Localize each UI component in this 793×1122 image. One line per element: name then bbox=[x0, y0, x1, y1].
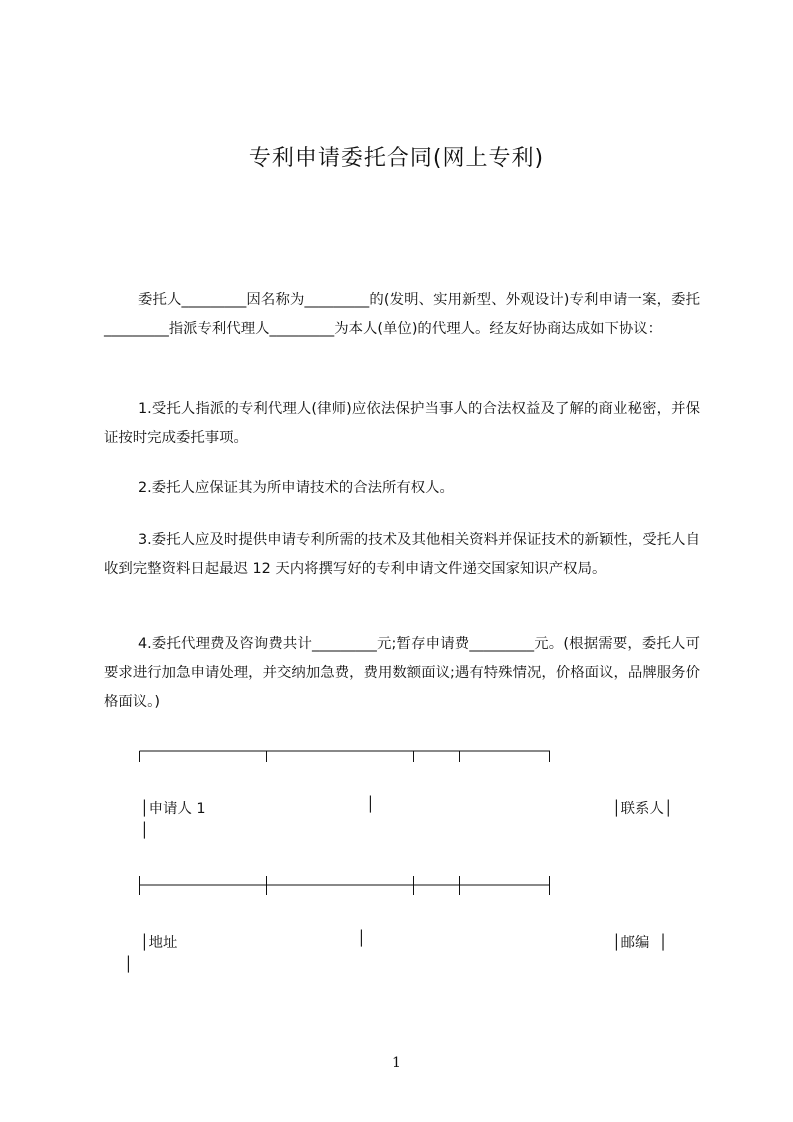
clause-4: 4.委托代理费及咨询费共计_________元;暂存申请费_________元。(根据需要，委托人可要求进行加急申请处理，并交纳加急费，费用数额面议;遇有特殊情况，价格面议，品牌服务价格面议。) bbox=[104, 636, 700, 710]
applicant-label-cell: │申请人 1 bbox=[140, 801, 206, 817]
contact-label-cell: │联系人│ bbox=[612, 801, 673, 817]
clause-2: 2.委托人应保证其为所申请技术的合法所有权人。 bbox=[138, 480, 454, 496]
table-middle-border bbox=[139, 876, 551, 890]
page-number: 1 bbox=[392, 1055, 401, 1071]
address-label-cell: │地址 bbox=[140, 935, 178, 951]
clause-1: 1.受托人指派的专利代理人(律师)应依法保护当事人的合法权益及了解的商业秘密，并保证按时完成委托事项。 bbox=[104, 401, 700, 446]
address-row-wrap: │ bbox=[124, 957, 133, 973]
postcode-label-cell: │邮编 │ bbox=[612, 935, 668, 951]
address-value-cell: │ bbox=[357, 931, 366, 947]
document-title: 专利申请委托合同(网上专利) bbox=[248, 146, 545, 171]
clause-3: 3.委托人应及时提供申请专利所需的技术及其他相关资料并保证技术的新颖性，受托人自收到完整资料日起最迟 12 天内将撰写好的专利申请文件递交国家知识产权局。 bbox=[104, 532, 700, 577]
table-top-border bbox=[139, 748, 551, 762]
intro-paragraph: 委托人_________因名称为_________的(发明、实用新型、外观设计)专利申请一案，委托_________指派专利代理人_________为本人(单位)的代理人。经友好协商达成如下协议： bbox=[104, 292, 700, 337]
applicant-row-wrap: │ bbox=[140, 823, 149, 839]
applicant-value-cell: │ bbox=[366, 797, 375, 813]
